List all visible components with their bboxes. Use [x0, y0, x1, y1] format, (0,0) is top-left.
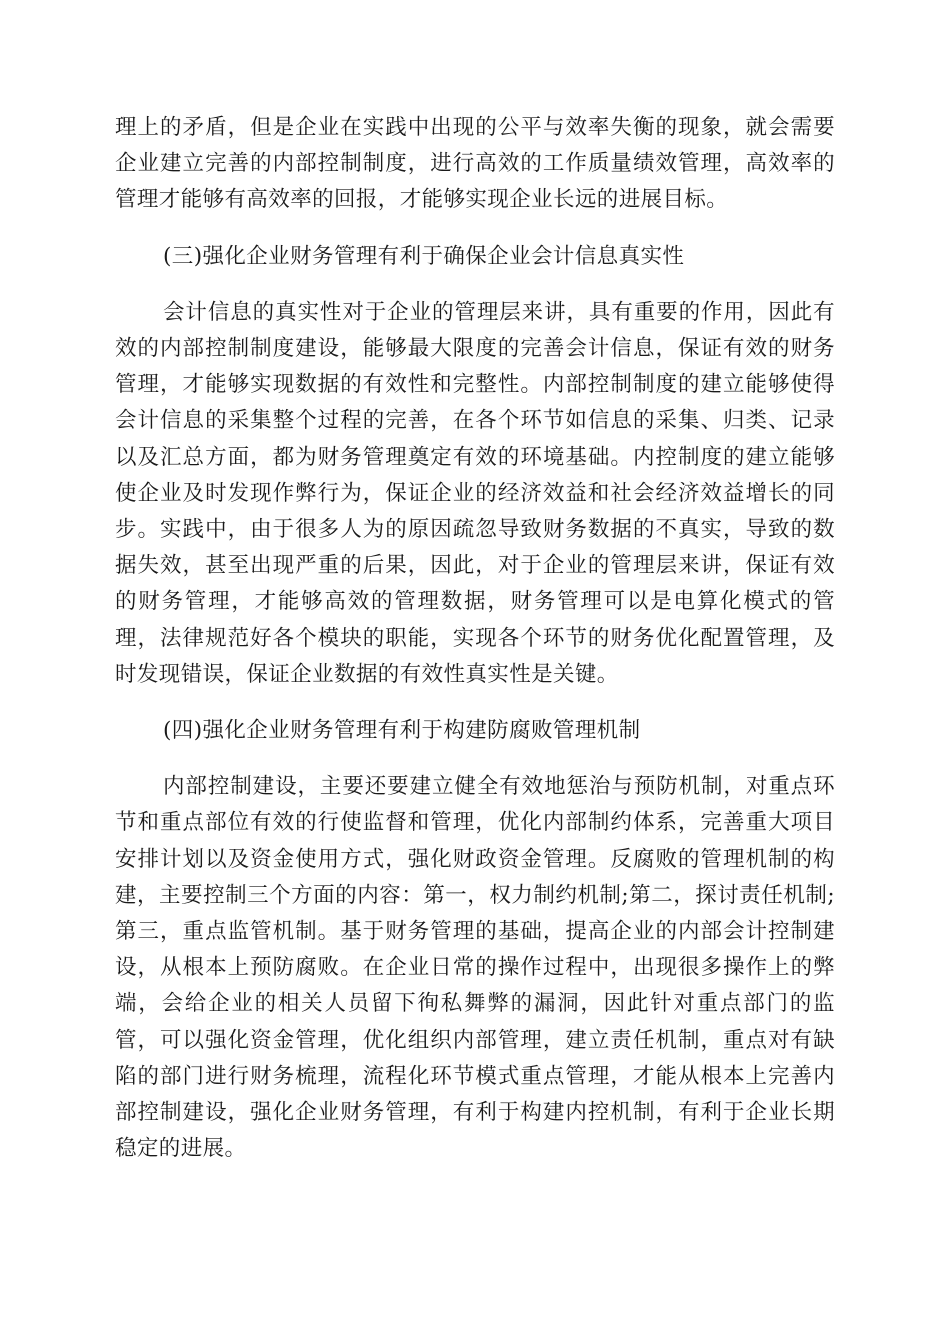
- intro-paragraph: 理上的矛盾，但是企业在实践中出现的公平与效率失衡的现象，就会需要企业建立完善的内部控制制度，进行高效的工作质量绩效管理，高效率的管理才能够有高效率的回报，才能够实现企业长远的进展目标。: [115, 115, 835, 213]
- spacer: [115, 219, 835, 239]
- spacer: [115, 693, 835, 713]
- spacer: [115, 749, 835, 769]
- document-body: [115, 110, 835, 1167]
- section-paragraph-4: 内部控制建设，主要还要建立健全有效地惩治与预防机制，对重点环节和重点部位有效的行使监督和管理，优化内部制约体系，完善重大项目安排计划以及资金使用方式，强化财政资金管理。反腐败的管理机制的构建，主要控制三个方面的内容：第一，权力制约机制;第二，探讨责任机制;第三，重点监管机制。基于财务管理的基础，提高企业的内部会计控制建设，从根本上预防腐败。在企业日常的操作过程中，出现很多操作上的弊端，会给企业的相关人员留下徇私舞弊的漏洞，因此针对重点部门的监管，可以强化资金管理，优化组织内部管理，建立责任机制，重点对有缺陷的部门进行财务梳理，流程化环节模式重点管理，才能从根本上完善内部控制建设，强化企业财务管理，有利于构建内控机制，有利于企业长期稳定的进展。: [115, 774, 835, 1162]
- spacer: [115, 275, 835, 295]
- section-paragraph-3: 会计信息的真实性对于企业的管理层来讲，具有重要的作用，因此有效的内部控制制度建设，能够最大限度的完善会计信息，保证有效的财务管理，才能够实现数据的有效性和完整性。内部控制制度的建立能够使得会计信息的采集整个过程的完善，在各个环节如信息的采集、归类、记录以及汇总方面，都为财务管理奠定有效的环境基础。内控制度的建立能够使企业及时发现作弊行为，保证企业的经济效益和社会经济效益增长的同步。实践中，由于很多人为的原因疏忽导致财务数据的不真实，导致的数据失效，甚至出现严重的后果，因此，对于企业的管理层来讲，保证有效的财务管理，才能够高效的管理数据，财务管理可以是电算化模式的管理，法律规范好各个模块的职能，实现各个环节的财务优化配置管理，及时发现错误，保证企业数据的有效性真实性是关键。: [115, 299, 835, 687]
- section-heading-4: (四)强化企业财务管理有利于构建防腐败管理机制: [163, 718, 641, 744]
- section-heading-3: (三)强化企业财务管理有利于确保企业会计信息真实性: [163, 243, 685, 269]
